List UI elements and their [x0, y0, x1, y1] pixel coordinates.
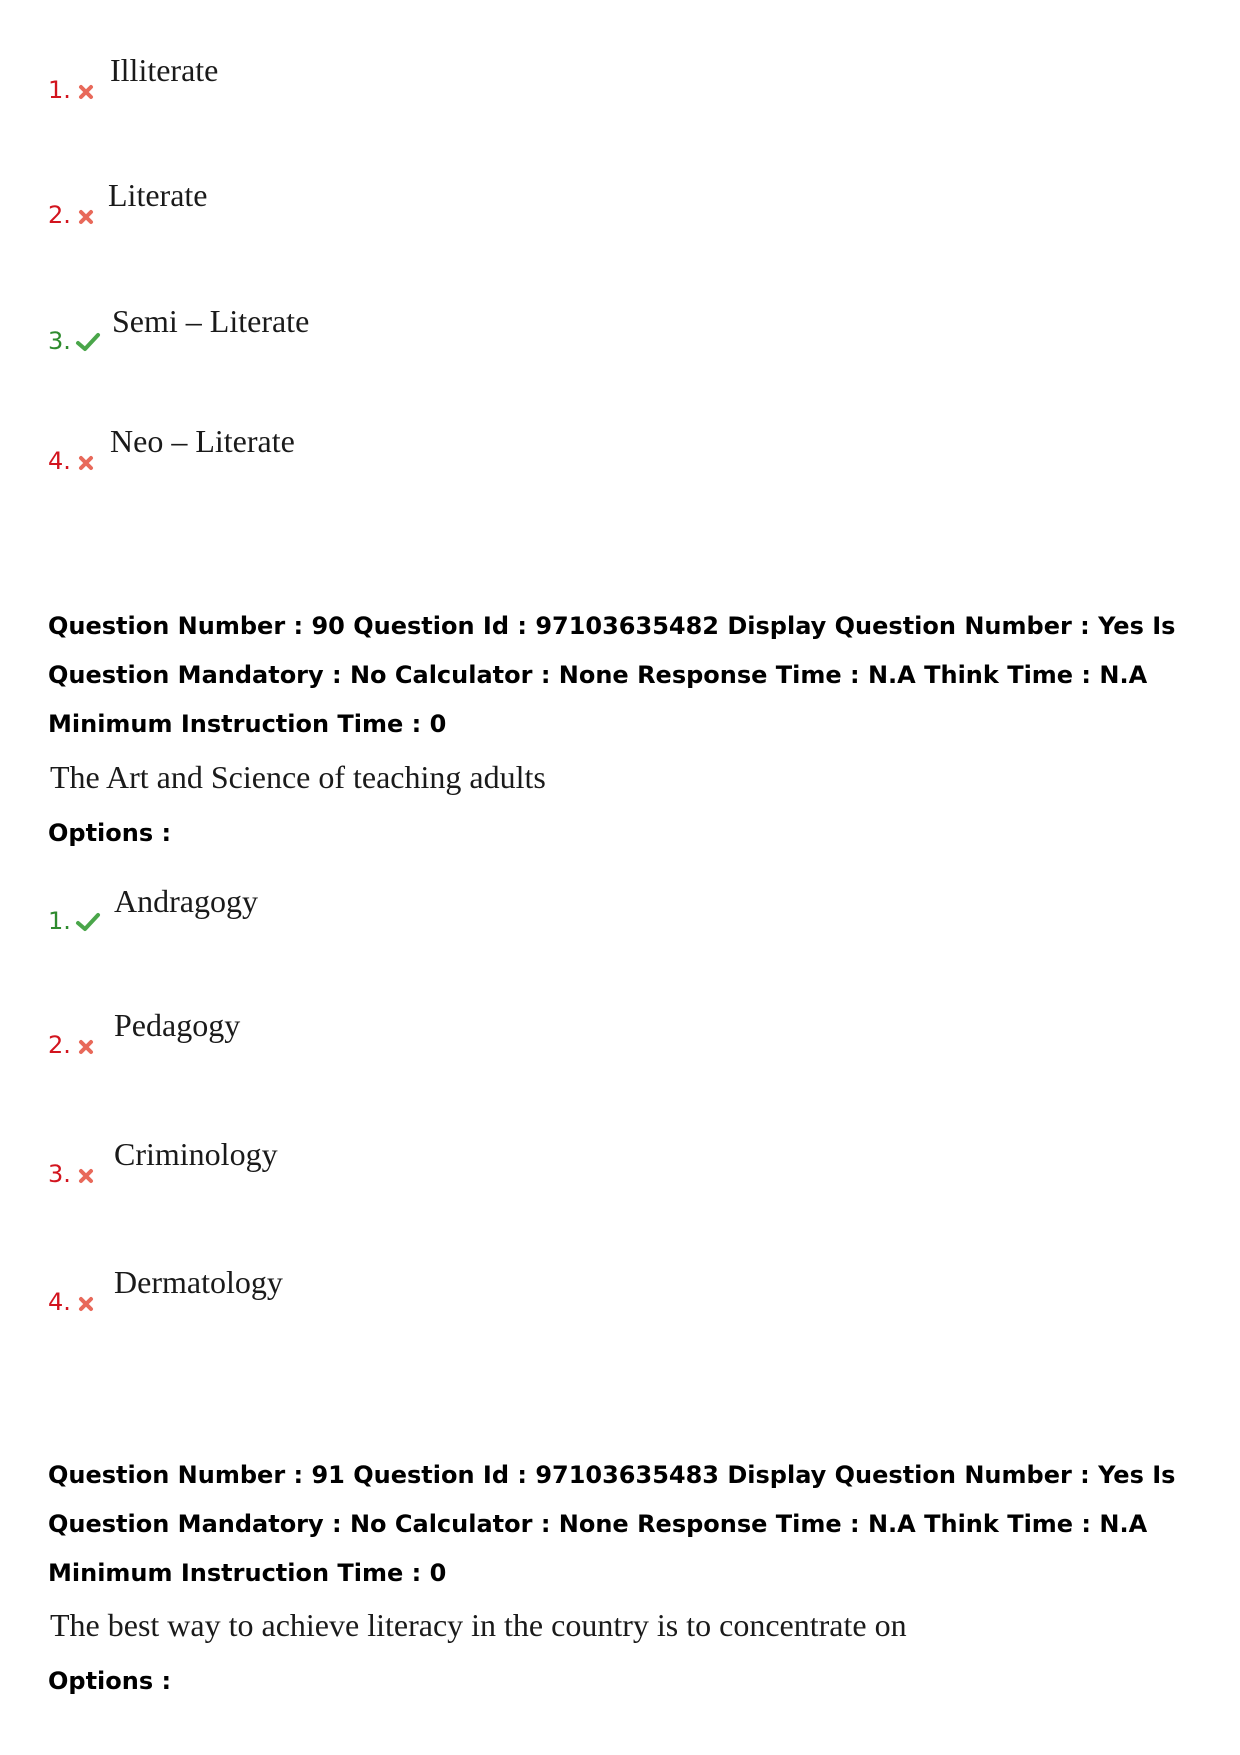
option-text: Illiterate — [110, 52, 219, 88]
option-number: 3. — [48, 1160, 71, 1188]
option-item — [48, 303, 648, 353]
option-text: Literate — [108, 177, 208, 213]
options-label: Options : — [48, 1667, 172, 1695]
option-number: 1. — [48, 907, 71, 935]
option-item — [48, 52, 648, 102]
option-number: 4. — [48, 1288, 71, 1316]
cross-icon — [78, 1296, 94, 1312]
option-number: 3. — [48, 327, 71, 355]
option-text: Andragogy — [114, 883, 258, 919]
option-text: Semi – Literate — [112, 303, 310, 339]
option-text: Neo – Literate — [110, 423, 295, 459]
option-text: Dermatology — [114, 1264, 283, 1300]
option-text: Pedagogy — [114, 1007, 241, 1043]
question-meta: Question Number : 91 Question Id : 97103635483 Display Question Number : Yes Is Question Mandatory : No Calculator : None Response Time : N.A Think Time : N.A Minimum Instruction Time : 0 — [48, 1461, 1176, 1587]
cross-icon — [78, 84, 94, 100]
check-icon — [75, 912, 101, 932]
question-text: The Art and Science of teaching adults — [50, 759, 546, 795]
option-number: 1. — [48, 76, 71, 104]
option-item — [48, 423, 648, 473]
options-label: Options : — [48, 819, 172, 847]
option-item — [48, 883, 648, 933]
cross-icon — [78, 209, 94, 225]
option-item — [48, 1136, 648, 1186]
check-icon — [75, 332, 101, 352]
option-item — [48, 177, 648, 227]
question-meta: Question Number : 90 Question Id : 97103635482 Display Question Number : Yes Is Question Mandatory : No Calculator : None Response Time : N.A Think Time : N.A Minimum Instruction Time : 0 — [48, 612, 1176, 738]
question-text: The best way to achieve literacy in the country is to concentrate on — [50, 1607, 907, 1643]
option-number: 4. — [48, 447, 71, 475]
cross-icon — [78, 1039, 94, 1055]
option-item — [48, 1007, 648, 1057]
option-text: Criminology — [114, 1136, 278, 1172]
option-item — [48, 1264, 648, 1314]
cross-icon — [78, 1168, 94, 1184]
option-number: 2. — [48, 201, 71, 229]
cross-icon — [78, 455, 94, 471]
option-number: 2. — [48, 1031, 71, 1059]
